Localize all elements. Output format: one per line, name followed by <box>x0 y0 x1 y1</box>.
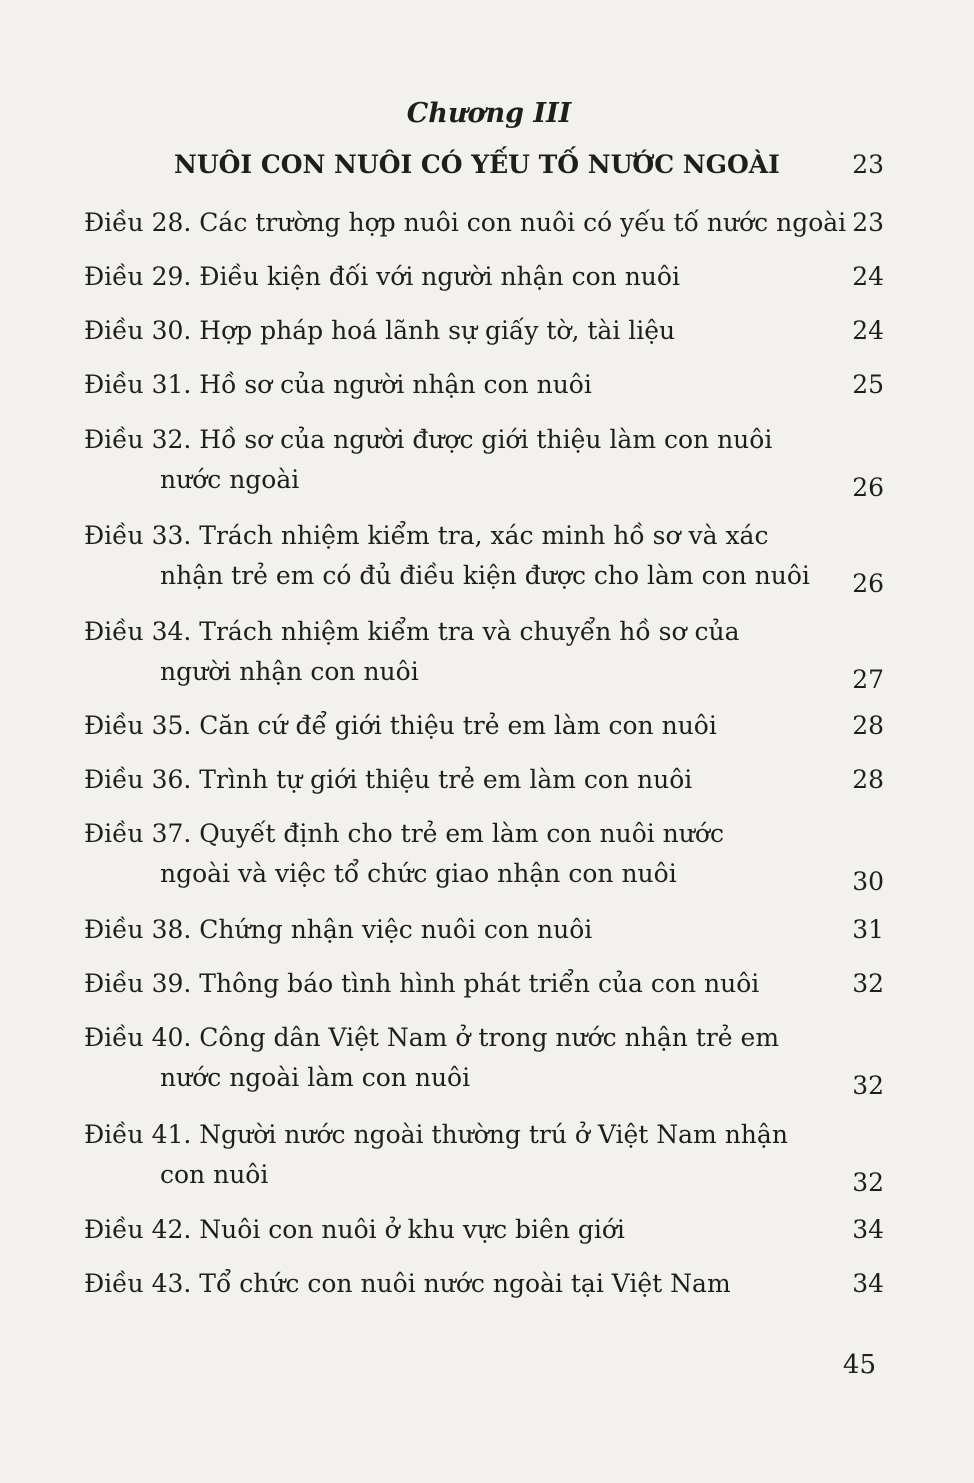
toc-page-cell <box>84 1066 884 1106</box>
toc-entry <box>84 420 884 500</box>
toc-page-number: 26 <box>852 569 884 598</box>
toc-entry-title: Điều 33. Trách nhiệm kiểm tra, xác minh hồ sơ và xác <box>84 521 769 550</box>
toc-entry <box>84 365 884 405</box>
toc-entry <box>84 1018 884 1098</box>
toc-page-cell <box>84 1163 884 1203</box>
chapter-title: NUÔI CON NUÔI CÓ YẾU TỐ NƯỚC NGOÀI <box>174 150 780 179</box>
toc-page-cell <box>84 706 884 746</box>
toc-page-number: 24 <box>852 262 884 291</box>
toc-entry-title: Điều 37. Quyết định cho trẻ em làm con nuôi nước <box>84 819 724 848</box>
toc-page-number: 27 <box>852 665 884 694</box>
page-folio: 45 <box>842 1350 876 1380</box>
toc-entry <box>84 516 884 596</box>
toc-page-number: 28 <box>852 765 884 794</box>
toc-entry-title: Điều 39. Thông báo tình hình phát triển của con nuôi <box>84 969 760 998</box>
toc-page-cell <box>84 964 884 1004</box>
toc-page-number: 24 <box>852 316 884 345</box>
toc-entry-continuation: người nhận con nuôi <box>160 657 419 686</box>
toc-entry <box>84 814 884 894</box>
toc-page-cell <box>84 257 884 297</box>
toc-entry-title: Điều 40. Công dân Việt Nam ở trong nước nhận trẻ em <box>84 1023 780 1052</box>
toc-entry-title: Điều 42. Nuôi con nuôi ở khu vực biên giới <box>84 1215 625 1244</box>
toc-page-cell <box>84 365 884 405</box>
toc-entry <box>84 760 884 800</box>
toc-page-cell <box>84 564 884 604</box>
toc-page-number: 30 <box>852 867 884 896</box>
chapter-label: Chương III <box>406 98 572 129</box>
toc-page-cell <box>84 468 884 508</box>
toc-entry-title: Điều 34. Trách nhiệm kiểm tra và chuyển hồ sơ của <box>84 617 740 646</box>
toc-entry <box>84 910 884 950</box>
toc-page-number: 32 <box>852 1168 884 1197</box>
toc-entry-title: Điều 35. Căn cứ để giới thiệu trẻ em làm con nuôi <box>84 711 717 740</box>
toc-page-cell <box>84 203 884 243</box>
toc-entry <box>84 311 884 351</box>
toc-entry-title: Điều 28. Các trường hợp nuôi con nuôi có yếu tố nước ngoài <box>84 208 847 237</box>
toc-page-number: 32 <box>852 969 884 998</box>
toc-page-number: 23 <box>852 208 884 237</box>
toc-entry <box>84 257 884 297</box>
toc-entry-title: Điều 36. Trình tự giới thiệu trẻ em làm con nuôi <box>84 765 693 794</box>
toc-entry-title: Điều 38. Chứng nhận việc nuôi con nuôi <box>84 915 593 944</box>
toc-page-cell <box>84 760 884 800</box>
toc-entry <box>84 1115 884 1195</box>
toc-entry-title: Điều 43. Tổ chức con nuôi nước ngoài tại Việt Nam <box>84 1269 731 1298</box>
toc-page-number: 34 <box>852 1269 884 1298</box>
toc-entry-continuation: con nuôi <box>160 1160 269 1189</box>
toc-entry <box>84 964 884 1004</box>
toc-page-cell <box>84 862 884 902</box>
toc-page-cell <box>84 1264 884 1304</box>
toc-entry-title: Điều 30. Hợp pháp hoá lãnh sự giấy tờ, tài liệu <box>84 316 676 345</box>
toc-entry-continuation: nước ngoài <box>160 465 300 494</box>
toc-page-cell <box>84 660 884 700</box>
chapter-page-number: 23 <box>852 150 884 179</box>
toc-page-cell <box>84 910 884 950</box>
toc-entry <box>84 1210 884 1250</box>
chapter-title-row <box>174 143 884 187</box>
toc-entry <box>84 1264 884 1304</box>
toc-entry <box>84 706 884 746</box>
toc-page-number: 26 <box>852 473 884 502</box>
toc-entry-continuation: nhận trẻ em có đủ điều kiện được cho làm con nuôi <box>160 561 810 590</box>
toc-page-number: 31 <box>852 915 884 944</box>
toc-entry-title: Điều 41. Người nước ngoài thường trú ở Việt Nam nhận <box>84 1120 788 1149</box>
toc-entry-title: Điều 29. Điều kiện đối với người nhận con nuôi <box>84 262 680 291</box>
toc-page-cell <box>84 311 884 351</box>
toc-page-cell <box>84 1210 884 1250</box>
toc-entry-continuation: ngoài và việc tổ chức giao nhận con nuôi <box>160 859 677 888</box>
toc-entry-continuation: nước ngoài làm con nuôi <box>160 1063 471 1092</box>
toc-page-number: 25 <box>852 370 884 399</box>
toc-page-number: 34 <box>852 1215 884 1244</box>
toc-page-number: 32 <box>852 1071 884 1100</box>
toc-entry <box>84 612 884 692</box>
toc-entry-title: Điều 31. Hồ sơ của người nhận con nuôi <box>84 370 592 399</box>
toc-entry <box>84 203 884 243</box>
toc-entry-title: Điều 32. Hồ sơ của người được giới thiệu làm con nuôi <box>84 425 773 454</box>
toc-page-number: 28 <box>852 711 884 740</box>
